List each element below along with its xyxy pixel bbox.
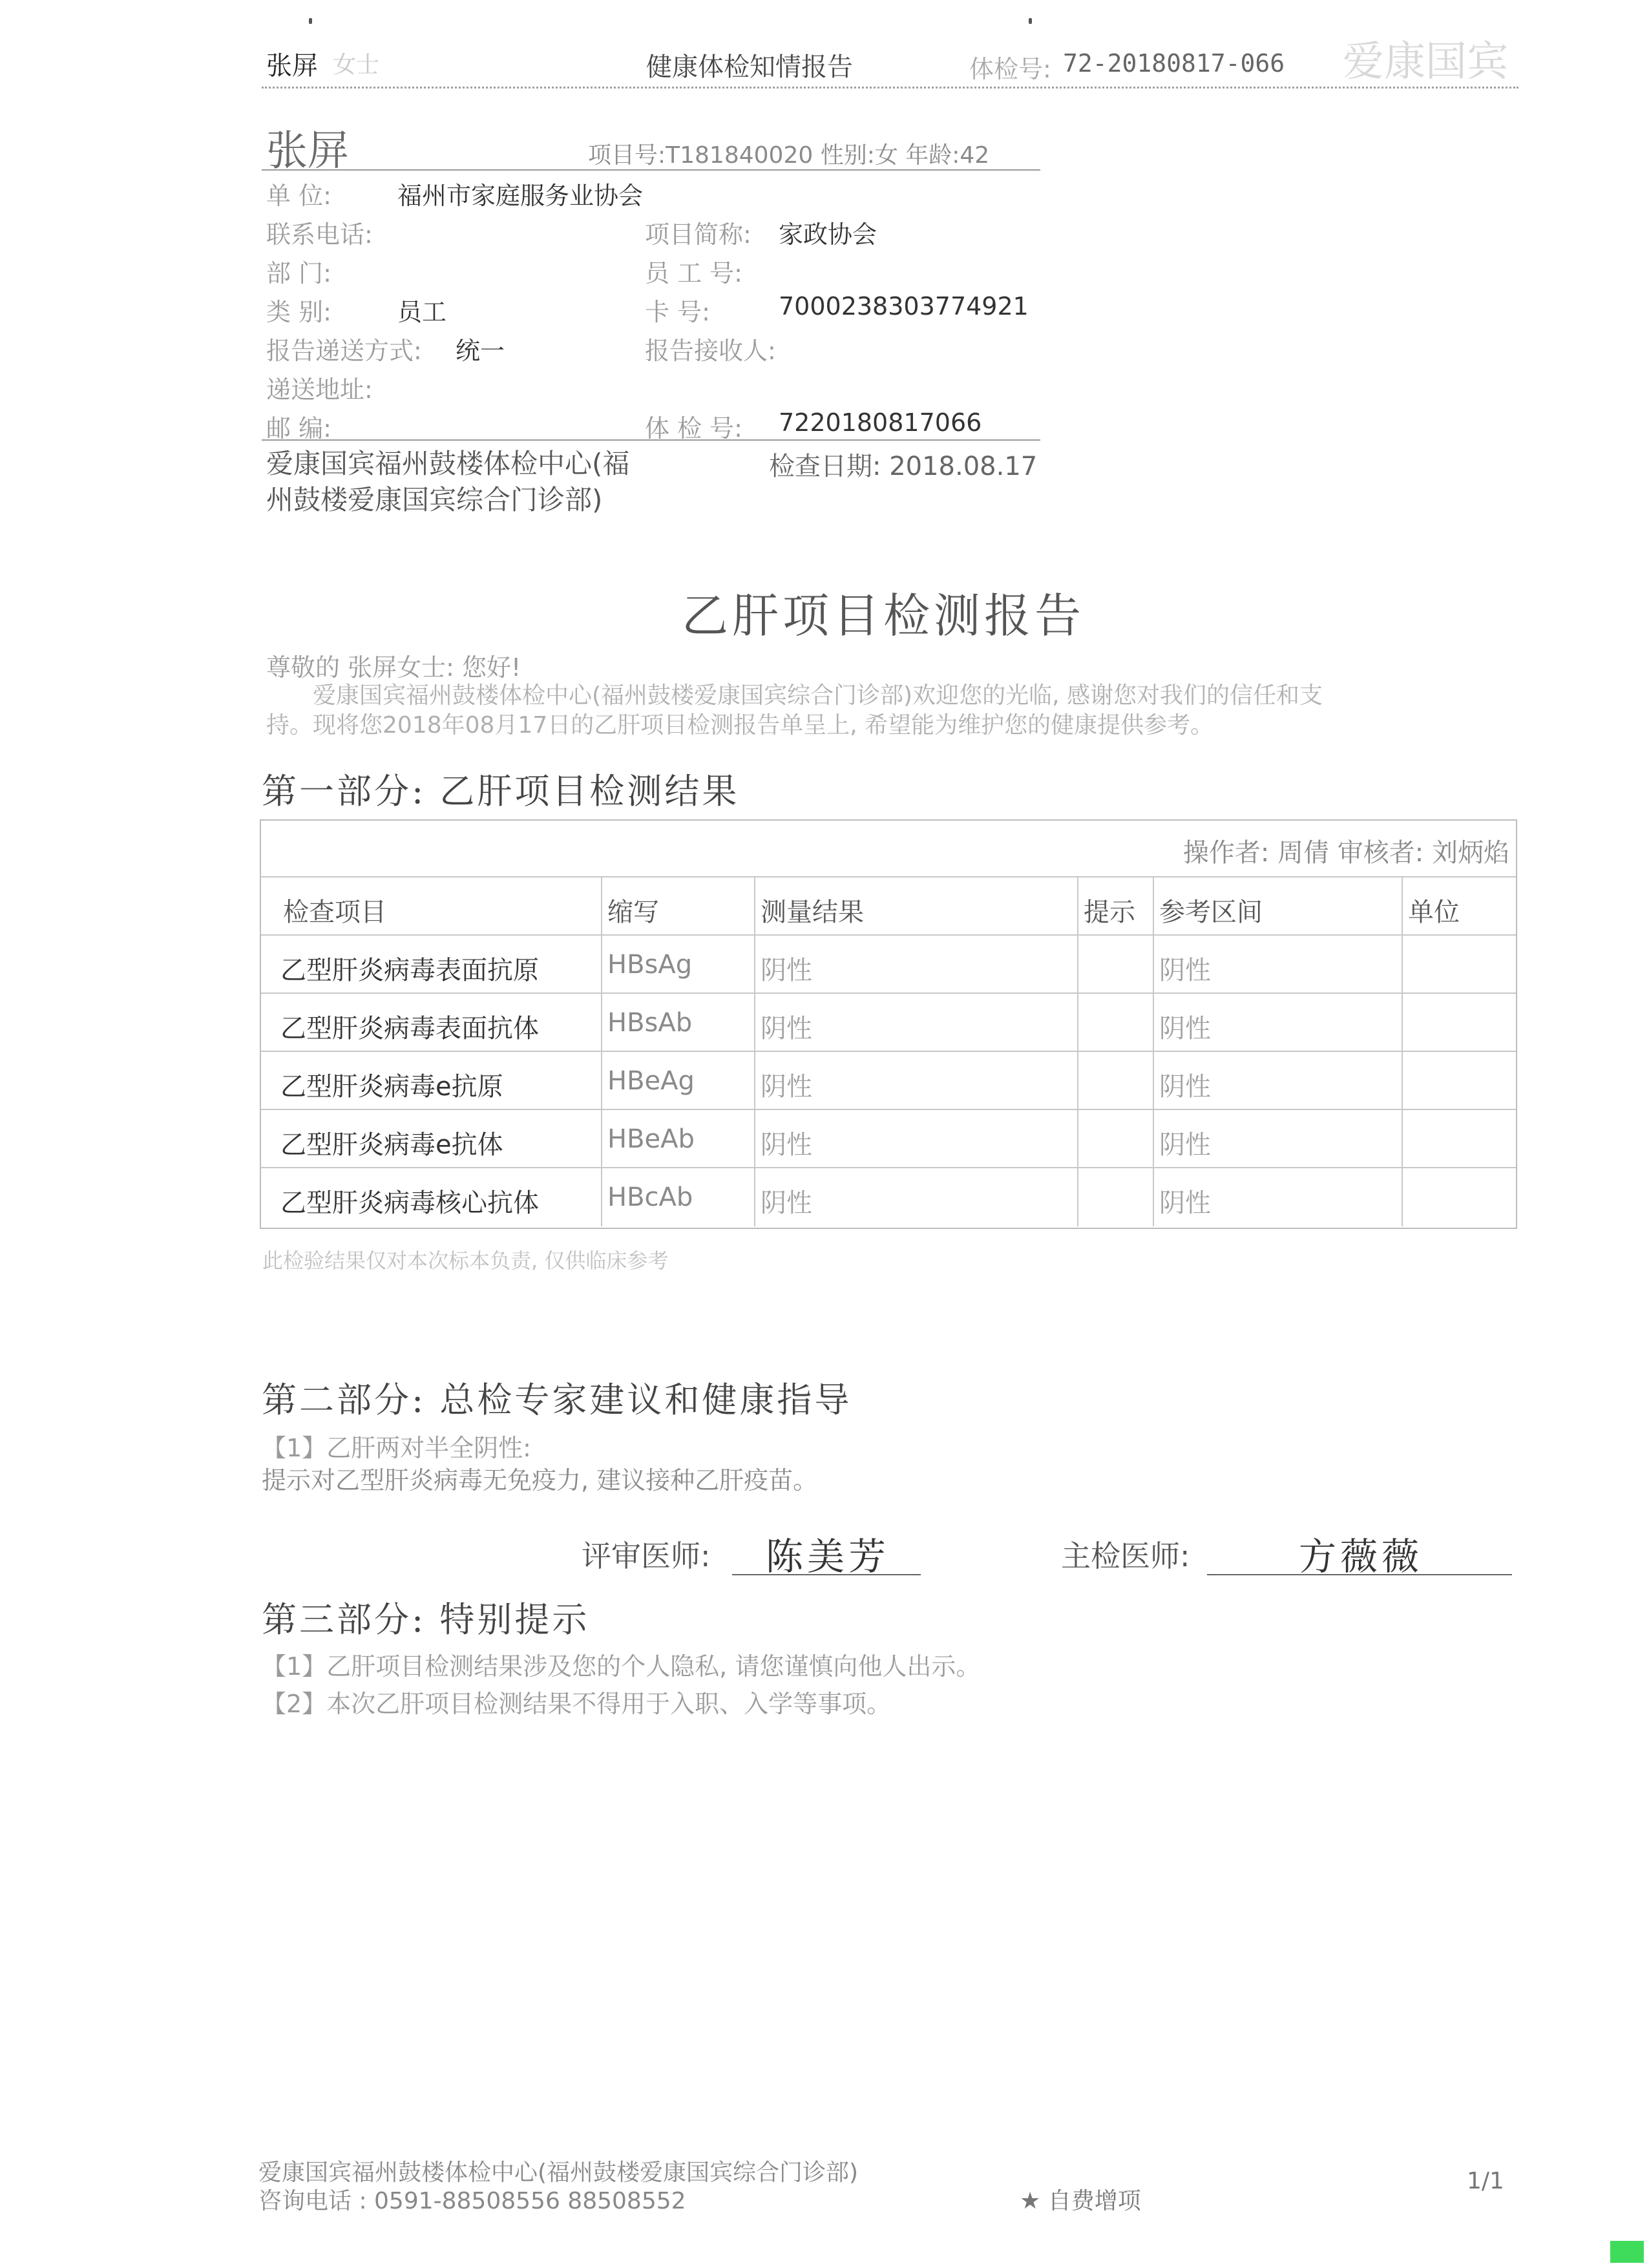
header-report-title: 健康体检知情报告 [646, 52, 853, 82]
staff-no-label: 员 工 号: [645, 259, 742, 288]
table-cell-abbr: HBsAg [607, 950, 693, 980]
table-col-rule [754, 876, 755, 1226]
part3-heading: 第三部分: 特别提示 [262, 1599, 590, 1640]
greeting: 尊敬的 张屏女士: 您好! [266, 653, 521, 682]
table-cell-item: 乙型肝炎病毒e抗原 [280, 1072, 503, 1102]
patient-name: 张屏 [266, 127, 349, 175]
scan-speck [309, 18, 312, 24]
table-rule [261, 934, 1516, 936]
page-number: 1/1 [1467, 2168, 1504, 2194]
table-cell-ref: 阴性 [1159, 1130, 1211, 1160]
col-header-result: 测量结果 [761, 898, 864, 927]
table-cell-item: 乙型肝炎病毒表面抗原 [280, 956, 539, 985]
zip-label: 邮 编: [266, 414, 331, 443]
col-header-hint: 提示 [1084, 898, 1135, 927]
table-cell-result: 阴性 [761, 1014, 812, 1044]
unit-label: 单 位: [266, 182, 331, 210]
table-cell-result: 阴性 [761, 1130, 812, 1160]
reviewer-label: 评审医师: [582, 1538, 711, 1573]
intro-line-1: 爱康国宾福州鼓楼体检中心(福州鼓楼爱康国宾综合门诊部)欢迎您的光临, 感谢您对我们的信任和支 [313, 682, 1323, 709]
col-header-abbr: 缩写 [607, 898, 659, 927]
table-cell-result: 阴性 [761, 956, 812, 985]
footer-center: 爱康国宾福州鼓楼体检中心(福州鼓楼爱康国宾综合门诊部) [258, 2159, 859, 2186]
exam-no-label: 体 检 号: [645, 414, 742, 443]
chief-signature: 方薇薇 [1299, 1535, 1423, 1579]
table-cell-abbr: HBeAb [607, 1124, 695, 1154]
col-header-item: 检查项目 [283, 898, 386, 927]
table-cell-ref: 阴性 [1159, 956, 1211, 985]
table-cell-abbr: HBeAg [607, 1066, 695, 1096]
corner-tag [1610, 2241, 1644, 2263]
table-cell-item: 乙型肝炎病毒核心抗体 [280, 1188, 539, 1218]
notice-2: 【2】本次乙肝项目检测结果不得用于入职、入学等事项。 [262, 1690, 892, 1718]
card-value: 7000238303774921 [779, 292, 1029, 320]
operators-line: 操作者: 周倩 审核者: 刘炳焰 [1182, 838, 1509, 868]
reviewer-signature: 陈美芳 [766, 1535, 890, 1579]
header-divider [262, 87, 1518, 89]
short-name-value: 家政协会 [779, 220, 877, 249]
part2-heading: 第二部分: 总检专家建议和健康指导 [262, 1380, 852, 1420]
type-value: 员工 [397, 298, 447, 326]
table-rule [261, 876, 1516, 877]
footer-self-pay: ★ 自费增项 [1020, 2188, 1141, 2214]
card-label: 卡 号: [645, 298, 710, 326]
info-bottom-divider [262, 439, 1040, 441]
header-gender-tag: 女士 [333, 52, 380, 78]
header-exam-number: 72-20180817-066 [1063, 49, 1285, 78]
table-cell-ref: 阴性 [1159, 1188, 1211, 1218]
unit-value: 福州市家庭服务业协会 [397, 182, 644, 210]
header-patient-name: 张屏 [266, 51, 318, 81]
table-col-rule [1153, 876, 1154, 1226]
brand-logo: 爱康国宾 [1343, 38, 1508, 86]
header-exam-label: 体检号: [969, 55, 1051, 83]
table-cell-item: 乙型肝炎病毒表面抗体 [280, 1014, 539, 1044]
table-cell-ref: 阴性 [1159, 1014, 1211, 1044]
delivery-value: 统一 [456, 337, 505, 365]
table-cell-abbr: HBcAb [607, 1182, 693, 1212]
scan-speck [1029, 18, 1032, 24]
col-header-ref: 参考区间 [1159, 898, 1263, 927]
advice-text: 提示对乙型肝炎病毒无免疫力, 建议接种乙肝疫苗。 [262, 1466, 818, 1495]
phone-label: 联系电话: [266, 220, 373, 249]
table-cell-ref: 阴性 [1159, 1072, 1211, 1102]
chief-signature-line [1207, 1574, 1512, 1575]
table-rule [261, 1109, 1516, 1110]
dept-label: 部 门: [266, 259, 331, 288]
report-title: 乙肝项目检测报告 [682, 589, 1086, 643]
hbv-results-table [260, 819, 1517, 1229]
type-label: 类 别: [266, 298, 331, 326]
intro-line-2: 持。现将您2018年08月17日的乙肝项目检测报告单呈上, 希望能为维护您的健康提供参考。 [266, 712, 1214, 739]
table-rule [261, 992, 1516, 994]
table-rule [261, 1051, 1516, 1052]
check-date: 检查日期: 2018.08.17 [769, 452, 1038, 481]
project-line: 项目号:T181840020 性别:女 年龄:42 [588, 142, 990, 169]
table-cell-result: 阴性 [761, 1072, 812, 1102]
short-name-label: 项目简称: [645, 220, 751, 249]
table-rule [261, 1167, 1516, 1168]
notice-1: 【1】乙肝项目检测结果涉及您的个人隐私, 请您谨慎向他人出示。 [262, 1652, 981, 1681]
col-header-unit: 单位 [1408, 898, 1460, 927]
table-cell-abbr: HBsAb [607, 1008, 693, 1038]
info-top-divider [262, 169, 1040, 171]
table-col-rule [1077, 876, 1078, 1226]
table-col-rule [1402, 876, 1403, 1226]
table-cell-item: 乙型肝炎病毒e抗体 [280, 1130, 503, 1160]
receiver-label: 报告接收人: [645, 337, 776, 365]
exam-center-name: 爱康国宾福州鼓楼体检中心(福州鼓楼爱康国宾综合门诊部) [266, 448, 630, 516]
advice-title: 【1】乙肝两对半全阴性: [262, 1434, 531, 1462]
table-col-rule [601, 876, 602, 1226]
part1-heading: 第一部分: 乙肝项目检测结果 [262, 771, 740, 812]
footer-phone: 咨询电话 : 0591-88508556 88508552 [258, 2188, 686, 2214]
delivery-label: 报告递送方式: [266, 337, 422, 365]
reviewer-signature-line [732, 1574, 921, 1575]
address-label: 递送地址: [266, 375, 373, 404]
exam-no-value: 7220180817066 [779, 408, 982, 437]
table-cell-result: 阴性 [761, 1188, 812, 1218]
table-disclaimer: 此检验结果仅对本次标本负责, 仅供临床参考 [262, 1248, 669, 1273]
chief-label: 主检医师: [1061, 1538, 1190, 1573]
